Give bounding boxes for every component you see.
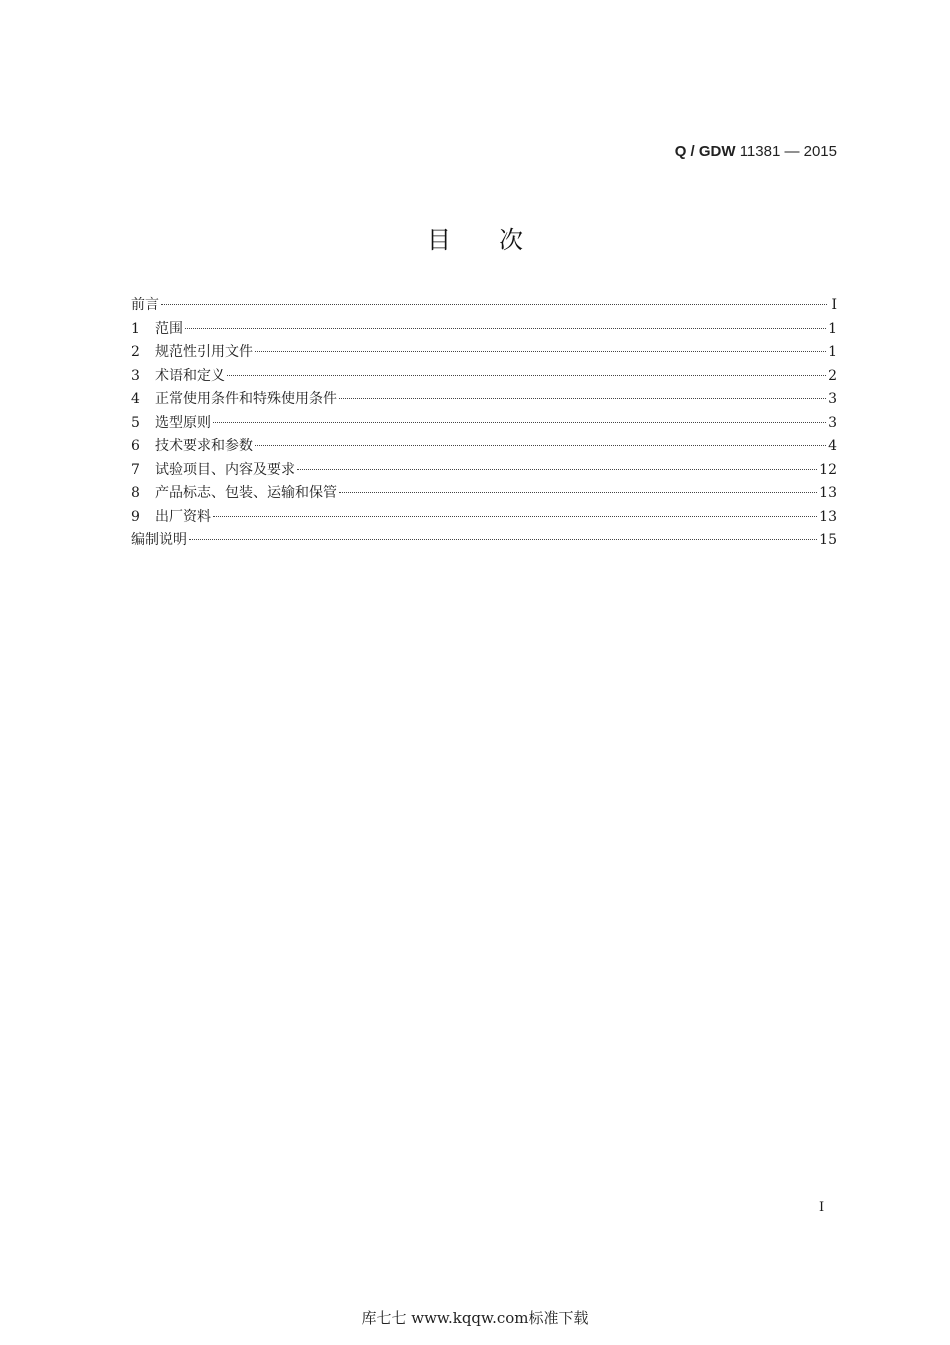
toc-entry-number: 2	[131, 344, 140, 360]
toc-entry-label: 试验项目、内容及要求	[155, 461, 295, 478]
toc-entry-label: 术语和定义	[155, 367, 225, 384]
toc-leader-dots	[297, 469, 817, 470]
toc-entry-1[interactable]	[131, 318, 837, 342]
toc-entry-label: 编制说明	[131, 532, 187, 548]
toc-leader-dots	[255, 445, 826, 446]
toc-entry-preface[interactable]	[131, 294, 837, 318]
toc-entry-label: 规范性引用文件	[155, 344, 253, 360]
toc-entry-label: 前言	[131, 297, 159, 313]
toc-entry-label: 技术要求和参数	[155, 438, 253, 454]
toc-entry-5[interactable]	[131, 412, 837, 436]
toc-leader-dots	[185, 328, 826, 329]
toc-leader-dots	[213, 422, 826, 423]
toc-entry-page: 4	[828, 438, 837, 454]
toc-entry-number: 9	[131, 508, 140, 525]
toc-entry-number: 8	[131, 485, 140, 501]
toc-entry-label: 出厂资料	[155, 508, 211, 525]
standard-prefix: Q / GDW	[674, 143, 736, 160]
toc-leader-dots	[255, 351, 826, 352]
toc-entry-number: 1	[131, 320, 140, 337]
toc-leader-dots	[339, 398, 826, 399]
toc-entry-number: 4	[131, 391, 140, 407]
toc-entry-6[interactable]	[131, 435, 837, 459]
standard-number	[675, 143, 837, 160]
toc-entry-page: 12	[819, 461, 837, 478]
toc-entry-number: 7	[131, 461, 140, 478]
toc-entry-page: 3	[828, 414, 837, 431]
toc-leader-dots	[213, 516, 817, 517]
toc-leader-dots	[227, 375, 826, 376]
toc-entry-label: 正常使用条件和特殊使用条件	[155, 391, 337, 407]
toc-entry-8[interactable]	[131, 482, 837, 506]
toc-entry-label: 范围	[155, 320, 183, 337]
toc-entry-page: 13	[819, 485, 837, 501]
toc-entry-3[interactable]	[131, 365, 837, 389]
toc-leader-dots	[161, 304, 827, 305]
toc-entry-explanation[interactable]	[131, 529, 837, 553]
table-of-contents	[131, 294, 837, 553]
toc-entry-2[interactable]	[131, 341, 837, 365]
toc-entry-page: 13	[819, 508, 837, 525]
toc-entry-page: 2	[828, 367, 837, 384]
toc-entry-label: 产品标志、包装、运输和保管	[155, 485, 337, 501]
standard-code: 11381 — 2015	[739, 143, 837, 160]
page-title: 目次	[427, 226, 571, 254]
toc-entry-7[interactable]	[131, 459, 837, 483]
toc-entry-label: 选型原则	[155, 414, 211, 431]
toc-entry-number: 3	[131, 367, 140, 384]
toc-entry-page: 15	[819, 532, 837, 548]
toc-leader-dots	[189, 539, 817, 540]
toc-entry-4[interactable]	[131, 388, 837, 412]
toc-entry-page: I	[831, 297, 837, 313]
toc-entry-page: 3	[828, 391, 837, 407]
toc-entry-page: 1	[828, 344, 837, 360]
toc-entry-number: 6	[131, 438, 140, 454]
toc-leader-dots	[339, 492, 817, 493]
toc-entry-page: 1	[828, 320, 837, 337]
toc-entry-number: 5	[131, 414, 140, 431]
toc-entry-9[interactable]	[131, 506, 837, 530]
page-number: I	[819, 1200, 825, 1215]
footer-watermark: 库七七 www.kqqw.com标准下载	[361, 1309, 589, 1327]
